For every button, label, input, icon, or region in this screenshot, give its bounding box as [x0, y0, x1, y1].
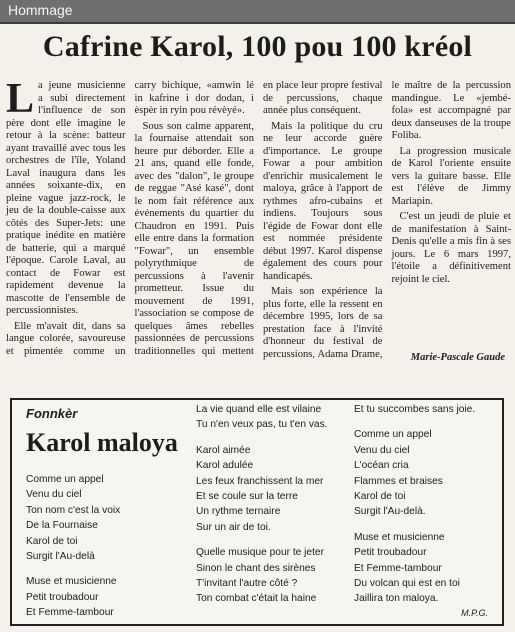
- poem-line: Et se coule sur la terre: [196, 491, 298, 503]
- poem-line: Sinon le chant des sirènes: [196, 562, 316, 574]
- article-paragraph: Elle m'avait dit, dans sa langue colorée, savoureuse et pimentée comme un carry bichique, «amwin lé in kafrine i dor dodan, i èspèr in ryin pou révèyé».: [6, 80, 254, 357]
- poem-line: Ton combat c'était la haine: [196, 593, 317, 605]
- stanza-gap: [354, 417, 475, 427]
- poem-line: Les feux franchissent la mer: [196, 475, 324, 487]
- poem-line: Un rythme ternaire: [196, 506, 281, 518]
- poem-column-1: [26, 472, 120, 621]
- poem-line: Quelle musique pour te jeter: [196, 547, 324, 559]
- poem-line: Du volcan qui est en toi: [354, 578, 460, 590]
- article-paragraph: La progression musicale de Karol l'oriente ensuite vers la guitare basse. Elle est l'élève de Jimmy Mariapin.: [391, 145, 511, 207]
- poem-line: Surgit l'Au-delà: [26, 551, 95, 563]
- byline: Marie-Pascale Gaude: [410, 352, 505, 363]
- drop-cap: L: [6, 76, 35, 122]
- poem-line: Venu du ciel: [26, 489, 82, 501]
- poem-line: Karol de toi: [354, 491, 406, 503]
- stanza-gap: [26, 564, 120, 574]
- poem-line: Muse et musicienne: [354, 531, 445, 543]
- poem-line: Karol aimée: [196, 444, 251, 456]
- poem-title: Karol maloya: [26, 428, 178, 457]
- section-header: [0, 0, 515, 24]
- poem-line: Surgit l'Au-delà.: [354, 506, 426, 518]
- poem-column-3: [354, 402, 475, 607]
- poem-line: Karol de toi: [26, 535, 78, 547]
- poem-line: Et tu succombes sans joie.: [354, 404, 476, 415]
- stanza-gap: [196, 535, 328, 545]
- poem-line: Et Femme-tambour: [354, 562, 442, 574]
- poem-line: L'océan cria: [354, 460, 409, 472]
- poem-box: [10, 398, 504, 626]
- article-paragraph: Mais la politique du cru ne leur accorde guère d'importance. Le groupe Fowar a pour ambition d'enrichir musicalement le maloya, grâce à l'apport de rythmes afro-cubains et indiens. Toujours sous l'égide de Fowar dont elle est nommée présidente début 1997. Karol dispense également des cours pour handicapés.: [263, 120, 383, 282]
- poem-line: Flammes et braises: [354, 475, 443, 487]
- poem-line: Karol adulée: [196, 460, 254, 472]
- poem-line: Ton nom c'est la voix: [26, 504, 121, 516]
- poem-line: Venu du ciel: [354, 444, 410, 456]
- poem-column-2: [196, 402, 328, 607]
- poem-line: Et Femme-tambour: [26, 607, 114, 619]
- poem-line: Comme un appel: [26, 474, 104, 485]
- poem-line: Petit troubadour: [354, 547, 427, 559]
- article-paragraph: La jeune musicienne a subi directement l'influence de son père dont elle imagine le retour à la scène: batteur ayant travaillé avec tous les orchestres de l'île, Yoland Laval inaugura dans les années soixante-dix, en pleine vague jazz-rock, le jeu de la double-caisse aux côtés des Super-Jets: une pratique inédite en matière de batterie, qui a marqué l'époque. Carole Laval, au contact de Fowar est rapidement devenue la mascotte de l'ensemble de percussionnistes.: [6, 76, 126, 316]
- headline: Cafrine Karol, 100 pou 100 kréol: [42, 30, 473, 63]
- poem-line: Jaillira ton maloya.: [354, 593, 439, 605]
- article-paragraph: Sous son calme apparent, la fournaise attendait son heure pur déborder. Elle a 21 ans, quand elle fonde, avec des "dalon", le groupe de reggae "Asé kasé", dont le nom fait référence aux événements du quartier du Chaudron en 1991. Puis elle entre dans la formation "Fowar", un ensemble polyrythmique de percussions à l'avenir prometteur. Issue du mouvement de 1991, l'association se compose de quelques âmes rebelles passionnées de percussions traditionnelles qui mettent en place leur propre festival de percussions, chaque année plus conséquent.: [134, 80, 383, 357]
- section-label: Hommage: [8, 2, 73, 18]
- poem-line: Sur un air de toi.: [196, 521, 271, 533]
- poem-line: Comme un appel: [354, 429, 432, 441]
- poem-line: Muse et musicienne: [26, 576, 117, 588]
- poem-section-label: Fonnkèr: [26, 406, 78, 421]
- article-paragraph: C'est un jeudi de pluie et de manifestation à Saint-Denis qu'elle a mis fin à ses jours. Le 6 mars 1997, l'étoile a définitivement rejoint le ciel.: [391, 211, 511, 285]
- poem-line: Tu n'en veux pas, tu t'en vas.: [196, 419, 328, 431]
- poem-line: De la Fournaise: [26, 520, 98, 532]
- poem-signature: M.P.G.: [461, 608, 488, 618]
- stanza-gap: [354, 520, 475, 530]
- article-paragraph: Mais son expérience la plus forte, elle la ressent en décembre 1995, lors de sa prestation face à l'invité d'honneur du festival de percussions, Adama Drame, le maître de la percussion mandingue. Le «jembé-fola» est accompagné par deux danseuses de la troupe Foliba.: [263, 80, 511, 360]
- poem-line: T'invitant l'autre côté ?: [196, 578, 298, 590]
- article-body: [6, 76, 511, 365]
- poem-line: Petit troubadour: [26, 591, 99, 603]
- stanza-gap: [196, 433, 328, 443]
- poem-line: La vie quand elle est vilaine: [196, 404, 322, 415]
